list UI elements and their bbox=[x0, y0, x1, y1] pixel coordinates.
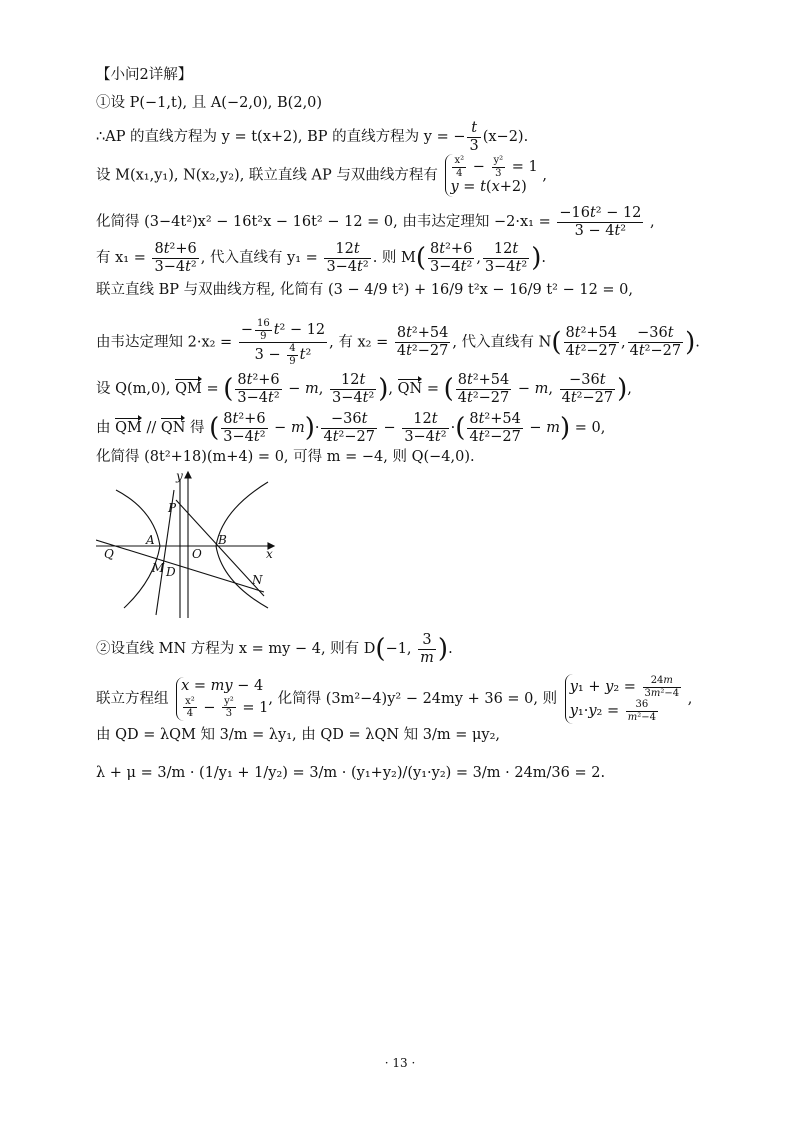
text-get: 得 bbox=[190, 420, 205, 437]
label-m: M bbox=[152, 561, 165, 575]
text-set-mn-line: ②设直线 MN 方程为 x = my − 4, 则有 D bbox=[96, 641, 376, 658]
line-p1-9: 由 QM // QN 得 ( $\frac{\text{8t²+6}}{\text{3−4t²}}$ − m)· $\frac{-36t}{\text{4t²−27}}$ − $\frac{12t}{\text{3−4t²}}$ ·( $\frac{\text{8t²+54}}{\text{4t²−27}}$ − m) = 0, bbox=[96, 411, 606, 445]
text-joint-system: 联立方程组 bbox=[96, 691, 169, 707]
label-y: y bbox=[176, 470, 183, 483]
text-simplify-2: , 化简得 (3m²−4)y² − 24my + 36 = 0, 则 bbox=[268, 691, 558, 707]
line-bp bbox=[176, 500, 264, 596]
line-p2-1: ②设直线 MN 方程为 x = my − 4, 则有 D(−1, $\frac{3}{m}$ ). bbox=[96, 632, 453, 666]
fraction-vieta-1: $\frac{\text{−16t² − 12}}{\text{3 − 4t²}}$ bbox=[559, 205, 642, 239]
line-p2-2: 联立方程组 x = my − 4 $\frac{\text{x²}}{4}$ − $\frac{\text{y²}}{3}$ = 1 , 化简得 (3m²−4)y² − 24my + 36 = 0, 则 y₁ + y₂ = $\frac{24m}{\text{3m²−4}}$ y₁·y₂ = $\frac{36}{\text{m²−4}}$ , bbox=[96, 675, 693, 723]
line-p1-8: 设 Q(m,0), QM = ( $\frac{\text{8t²+6}}{\text{3−4t²}}$ − m, $\frac{12t}{\text{3−4t²}}$ ), QN = ( $\frac{\text{8t²+54}}{\text{4t²−27}}$ − m, $\frac{-36t}{\text{4t²−27}}$ ), bbox=[96, 372, 632, 406]
fraction-vieta-2: − $\frac{16}{9}$ t² − 12 3 − $\frac{4}{9}$ t² bbox=[240, 318, 326, 367]
text-vieta-2: 由韦达定理知 2·x₂ = bbox=[96, 334, 233, 351]
hyperbola-left-branch bbox=[116, 490, 160, 608]
section-heading: 【小问2详解】 bbox=[96, 67, 193, 83]
label-q: Q bbox=[104, 547, 114, 561]
line-p1-1: ①设 P(−1,t), 且 A(−2,0), B(2,0) bbox=[96, 95, 323, 111]
line-p2-3: 由 QD = λQM 知 3/m = λy₁, 由 QD = λQN 知 3/m = μy₂, bbox=[96, 727, 501, 743]
text-x1: 有 x₁ = bbox=[96, 250, 146, 267]
text-simplify-1: 化简得 (3−4t²)x² − 16t²x − 16t² − 12 = 0, 由韦达定理知 −2·x₁ = bbox=[96, 214, 551, 231]
text-ap-bp: ∴AP 的直线方程为 y = t(x+2), BP 的直线方程为 y = − bbox=[96, 129, 466, 146]
label-d: D bbox=[166, 565, 176, 579]
label-a: A bbox=[146, 533, 155, 547]
text-then-n: , 代入直线有 N bbox=[452, 334, 552, 351]
label-o: O bbox=[192, 547, 202, 561]
text-set-q: 设 Q(m,0), bbox=[96, 381, 171, 398]
line-p1-2 bbox=[96, 120, 528, 154]
line-p1-4: 化简得 (3−4t²)x² − 16t²x − 16t² − 12 = 0, 由韦达定理知 −2·x₁ = $\frac{\text{−16t² − 12}}{\text{3 − 4t²}}$ , bbox=[96, 205, 655, 239]
line-p1-6: 联立直线 BP 与双曲线方程, 化简有 (3 − 4/9 t²) + 16/9 t²x − 16/9 t² − 12 = 0, bbox=[96, 282, 634, 298]
system-mn-hyperbola: x = my − 4 $\frac{\text{x²}}{4}$ − $\frac{\text{y²}}{3}$ = 1 bbox=[176, 677, 268, 720]
system-vieta-y: y₁ + y₂ = $\frac{24m}{\text{3m²−4}}$ y₁·y₂ = $\frac{36}{\text{m²−4}}$ bbox=[565, 674, 683, 724]
label-n: N bbox=[252, 573, 263, 587]
line-p1-10: 化简得 (8t²+18)(m+4) = 0, 可得 m = −4, 则 Q(−4,0). bbox=[96, 449, 475, 465]
line-p2-4: λ + μ = 3/m · (1/y₁ + 1/y₂) = 3/m · (y₁+y₂)/(y₁·y₂) = 3/m · 24m/36 = 2. bbox=[96, 765, 606, 781]
page-number: · 13 · bbox=[384, 1056, 416, 1070]
fraction-x2: $\frac{\text{8t²+54}}{\text{4t²−27}}$ bbox=[396, 325, 449, 359]
text-x2: , 有 x₂ = bbox=[329, 334, 389, 351]
label-p: P bbox=[168, 501, 177, 515]
line-p1-5: 有 x₁ = $\frac{\text{8t²+6}}{\text{3−4t²}}$ , 代入直线有 y₁ = $\frac{12t}{\text{3−4t²}}$ . 则 M( $\frac{\text{8t²+6}}{\text{3−4t²}}$ , $\frac{12t}{\text{3−4t²}}$ ). bbox=[96, 241, 546, 275]
fraction-y1: $\frac{12t}{\text{3−4t²}}$ bbox=[326, 241, 369, 275]
text-y1: , 代入直线有 y₁ = bbox=[200, 250, 318, 267]
text-then-m: . 则 M bbox=[372, 250, 416, 267]
text-by: 由 bbox=[96, 420, 111, 437]
label-x: x bbox=[266, 547, 273, 561]
hyperbola-figure bbox=[96, 470, 286, 620]
system-ap-hyperbola: $\frac{\text{x²}}{4}$ − $\frac{\text{y²}}{3}$ = 1 y = t(x+2) bbox=[445, 154, 537, 197]
line-p1-7: 由韦达定理知 2·x₂ = − $\frac{16}{9}$ t² − 12 3 − $\frac{4}{9}$ t² , 有 x₂ = $\frac{\text{8t²+54}}{\text{4t²−27}}$ , 代入直线有 N( $\frac{\text{8t²+54}}{\text{4t²−27}}$ , $\frac{-36t}{\text{4t²−27}}$ ). bbox=[96, 318, 700, 367]
fraction-x1: $\frac{\text{8t²+6}}{\text{3−4t²}}$ bbox=[154, 241, 197, 275]
text-x-minus-2: (x−2). bbox=[482, 129, 529, 146]
label-b: B bbox=[218, 533, 227, 547]
text-set-mn: 设 M(x₁,y₁), N(x₂,y₂), 联立直线 AP 与双曲线方程有 bbox=[96, 167, 438, 184]
line-p1-3: 设 M(x₁,y₁), N(x₂,y₂), 联立直线 AP 与双曲线方程有 $\frac{\text{x²}}{4}$ − $\frac{\text{y²}}{3}$ = 1 y = t(x+2) , bbox=[96, 154, 547, 197]
fraction-t-over-3: $\frac{t}{3}$ bbox=[469, 120, 479, 154]
